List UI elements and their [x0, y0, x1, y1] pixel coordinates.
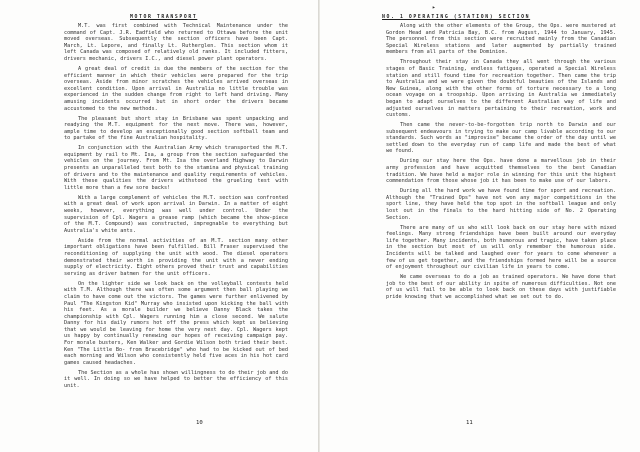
paragraph: M.T. was first combined with Technical Maintenance under the command of Capt. J.R. Eadfield who returned to Ottawa before the unit moved overseas. Subsequently the section officers have been Capt. March, Lt. Lepore, and finally Lt. Rutherglen. This section whom it left Canada was composed of relatively old ranks. It included fitters, drivers mechanic, drivers I.C., and diesel power plant operators.	[64, 23, 288, 62]
paragraph: With a large complement of vehicles the M.T. section was confronted with a great deal of work upon arrival in Darwin. In a matter of eight weeks, however, everything was well under control. Under the supervision of Cpl. Wagers a grease ramp (which became the show-piece of the M.T. Compound) was constructed, impregnable to everything but Australia's white ants.	[64, 194, 288, 234]
paragraph: The Section as a whole has shown willingness to do their job and do it well. In doing so we have helped to better the efficiency of this unit.	[64, 369, 288, 390]
paragraph: Throughout their stay in Canada they all went through the various stages of Basic Training, endless fatigues, operated a Special Wireless station and still found time for recreation together. Then came the trip to Australia and we were given the doubtful beauties of the Islands and New Guinea, along with the other forms of torture necessary to a long ocean voyage on a troopship. Upon arriving in Australia we immediately began to adapt ourselves to the different Australian way of life and adjusted ourselves in matters pertaining to their recreation, work and customs.	[386, 59, 616, 119]
paragraph: Then came the never-to-be-forgotten trip north to Darwin and our subsequent endeavours in trying to make our camp livable according to our standards. Such words as "improvise" became the order of the day until we settled down to the everyday run of camp life and made the best of what we found.	[386, 122, 616, 155]
left-page	[0, 0, 318, 452]
page-number: 10	[196, 420, 203, 426]
corner-mark: ▸	[432, 4, 436, 11]
paragraph: In conjunction with the Australian Army which transported the M.T. equipment by rail to Mt. Isa, a group from the section safeguarded the vehicles on the journey. From Mt. Isa the overland Highway to Darwin presents an unparalleled test both to the stamina and physical training of drivers and to the maintenance and quality requirements of vehicles. With these qualities the drivers withstood the grueling test with little more than a few sore backs!	[64, 145, 288, 191]
paragraph: A great deal of credit is due the members of the section for the efficient manner in which their vehicles were prepared for the trip overseas. Aside from minor scratches the vehicles arrived overseas in excellent condition. Upon arrival in Australia no little trouble was experienced in the sudden change from right to left hand driving. Many amusing incidents occurred but in short order the drivers became accustomed to the new methods.	[64, 65, 288, 112]
paragraph: During all the hard work we have found time for sport and recreation. Although the "Trained Ops" have not won any major competitions in the sport line, they have held the top spot in the softball league and only lost out in the finals to the hard hitting side of No. 2 Operating Section.	[386, 188, 616, 221]
page-body	[64, 23, 288, 393]
page-heading: MOTOR TRANSPORT	[130, 15, 198, 20]
paragraph: There are many of us who will look back on our stay here with mixed feelings. Many strong friendships have been built around our everyday life together. Many incidents, both humorous and tragic, have taken place in the section but most of us will only remember the humorous side. Incidents will be talked and laughed over for years to come whenever a few of us get together, and the friendships formed here will be a source of enjoyment throughout our civilian life in years to come.	[386, 224, 616, 271]
paragraph: Along with the other elements of the Group, the Ops. were mustered at Gordon Head and Patricia Bay, B.C. from August, 1944 to January, 1945. The personnel from this section were recruited mainly from the Canadian Special Wireless stations and later augmented by partially trained members from all parts of the Dominion.	[386, 23, 616, 56]
paragraph: During our stay here the Ops. have done a marvellous job in their army profession and have acquitted themselves to the best Canadian tradition. We have held a major role in winning for this unit the highest commendation from those whose job it has been to make use of our labors.	[386, 158, 616, 185]
right-page	[320, 0, 640, 452]
paragraph: On the lighter side we look back on the volleyball contests held with T.M. Although there was often some argument then ball playing we claim to have come out the victors. The games were further enlivened by Paul "The Kingston Kid" Murray who insisted upon kicking the ball with his feet. As a morale builder we believe Danny Black takes the championship with Cpl. Wagers running him a close second. We salute Danny for his daily rumors hot off the press which kept us believing that we would be leaving for home the very next day. Cpl. Wagers kept us happy by continually renewing our hopes of receiving campaign pay. For morale busters, Ken Walker and Gordie Wilson both tried their best. Ken "The Little Bo- from Bracebridge" who had to be kicked out of bed each morning and Wilson who consistently held five aces in his hot card games caused headaches.	[64, 280, 288, 366]
page-body	[386, 23, 616, 304]
paragraph: The pleasant but short stay in Brisbane was spent unpacking and readying the M.T. equipment for the next move. There was, however, ample time to develop an exceptionally good section softball team and to partake of the fine Australian hospitality.	[64, 115, 288, 142]
page-number: 11	[466, 420, 473, 426]
paragraph: Aside from the normal activities of an M.T. section many other important obligations have been fulfilled. Bill Fraser supervised the reconditioning of supplying the unit with wood. The diesel operators demonstrated their worth in providing the unit with a never ending supply of electricity. Eight others proved their trust and capabilities serving as driver batmen for the unit officers.	[64, 237, 288, 277]
page-heading: NO. 1 OPERATING (STATION) SECTION	[382, 15, 531, 20]
paragraph: We came overseas to do a job as trained operators. We have done that job to the best of our ability in spite of numerous difficulties. Not one of us will fail to be able to look back on these days with justifiable pride knowing that we accomplished what we set out to do.	[386, 274, 616, 300]
